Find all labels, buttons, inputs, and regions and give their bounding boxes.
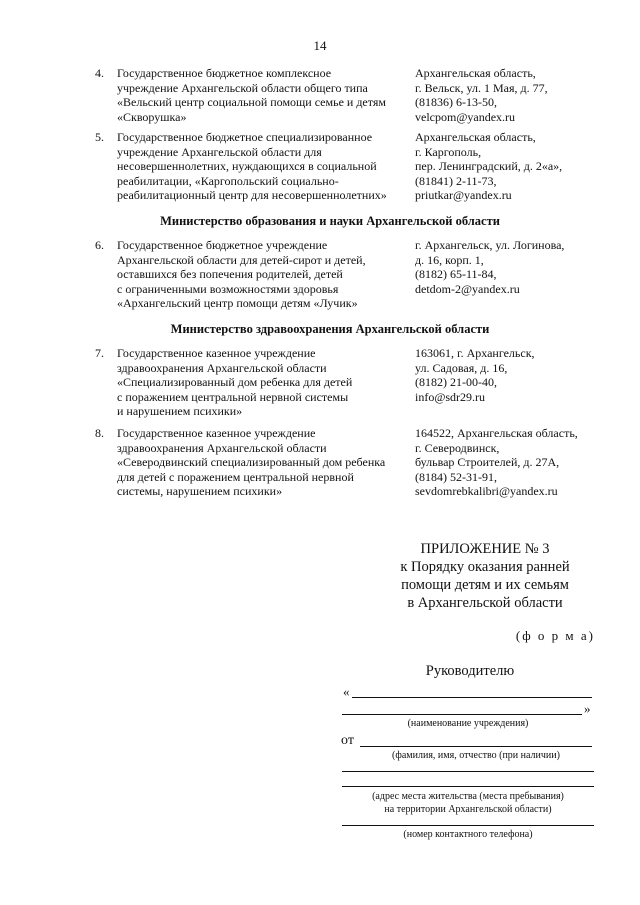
entry-number: 4.: [95, 66, 104, 80]
institution-line-2[interactable]: [342, 714, 582, 715]
entry-number: 6.: [95, 238, 104, 252]
address-line-2[interactable]: [342, 786, 594, 787]
entry-organization: Государственное бюджетное учреждение Архангельской области для детей-сирот и детей, оставшихся без попечения родителей, детей с ограниченными возможностями здоровья «Архангельский центр помощи детям «Лучик»: [117, 238, 366, 311]
phone-line[interactable]: [342, 825, 594, 826]
entry-organization: Государственное бюджетное специализированное учреждение Архангельской области для несовершеннолетних, нуждающихся в социальной реабилитации, «Каргопольский социально- реабилитационный центр для несовершеннолетних»: [117, 130, 387, 203]
entry-address: 163061, г. Архангельск, ул. Садовая, д. 16, (8182) 21-00-40, info@sdr29.ru: [415, 346, 535, 404]
page-number: 14: [313, 38, 327, 53]
caption-phone: (номер контактного телефона): [403, 829, 533, 840]
entry-number: 8.: [95, 426, 104, 440]
entry-organization: Государственное казенное учреждение здравоохранения Архангельской области «Специализированный дом ребенка для детей с поражением центральной нервной системы и нарушением психики»: [117, 346, 353, 419]
appendix-title: ПРИЛОЖЕНИЕ № 3: [420, 541, 550, 557]
entry-number: 7.: [95, 346, 104, 360]
caption-institution: (наименование учреждения): [407, 718, 529, 729]
address-line-1[interactable]: [342, 771, 594, 772]
caption-address-line: (адрес места жительства (места пребывания): [372, 791, 564, 802]
from-label: от: [341, 733, 354, 748]
form-label: (ф о р м а): [515, 628, 595, 643]
appendix-line: помощи детям и их семьям: [401, 577, 569, 593]
close-quote: »: [584, 701, 591, 716]
entry-address: 164522, Архангельская область, г. Северодвинск, бульвар Строителей, д. 27А, (8184) 52-31-91, sevdomrebkalibri@yandex.ru: [415, 426, 578, 499]
appendix-line: к Порядку оказания ранней: [400, 559, 570, 575]
institution-line-1[interactable]: [352, 697, 592, 698]
ministry-heading-education: Министерство образования и науки Архангельской области: [160, 214, 500, 228]
appendix-header: [340, 540, 600, 612]
addressee-title: Руководителю: [425, 663, 515, 679]
entry-address: Архангельская область, г. Каргополь, пер. Ленинградский, д. 2«а», (81841) 2-11-73, priutkar@yandex.ru: [415, 130, 563, 203]
caption-name: (фамилия, имя, отчество (при наличии): [392, 750, 560, 761]
name-line[interactable]: [360, 746, 592, 747]
entry-organization: Государственное казенное учреждение здравоохранения Архангельской области «Северодвинский специализированный дом ребенка для детей с поражением центральной нервной системы, нарушением психики»: [117, 426, 386, 499]
appendix-line: в Архангельской области: [407, 595, 563, 611]
entry-address: г. Архангельск, ул. Логинова, д. 16, корп. 1, (8182) 65-11-84, detdom-2@yandex.ru: [415, 238, 565, 296]
caption-address-line: на территории Архангельской области): [384, 804, 552, 815]
entry-address: Архангельская область, г. Вельск, ул. 1 Мая, д. 77, (81836) 6-13-50, velcpom@yandex.ru: [415, 66, 548, 124]
entry-organization: Государственное бюджетное комплексное учреждение Архангельской области общего типа «Вельский центр социальной помощи семье и детям «Скворушка»: [117, 66, 386, 124]
entry-number: 5.: [95, 130, 104, 144]
caption-address: [342, 790, 594, 816]
ministry-heading-health: Министерство здравоохранения Архангельской области: [170, 322, 490, 336]
open-quote: «: [343, 684, 350, 699]
